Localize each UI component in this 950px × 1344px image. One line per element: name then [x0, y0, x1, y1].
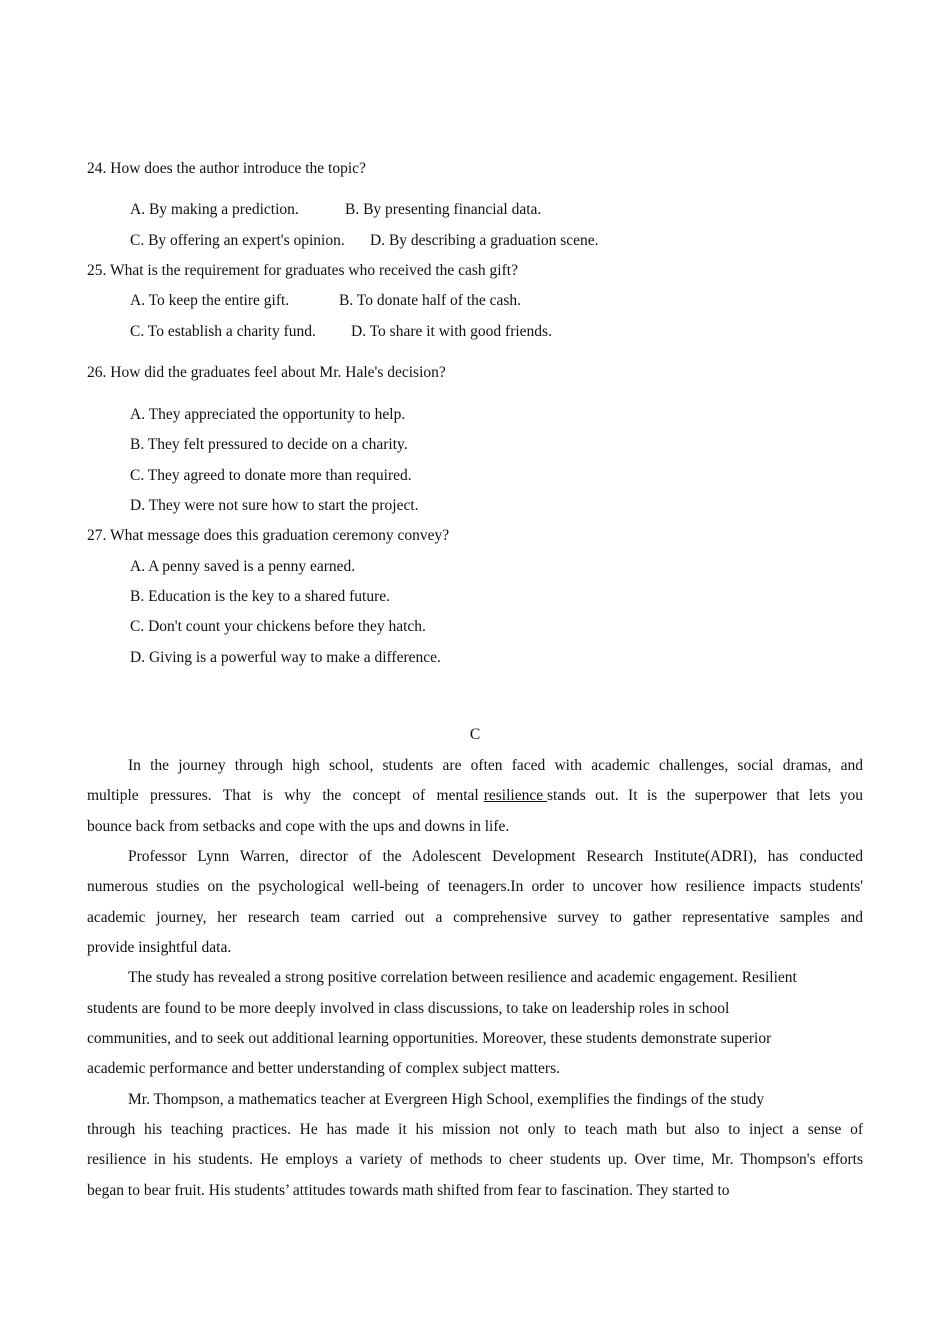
question-25-option-d: D. To share it with good friends. — [351, 323, 552, 340]
text-segment: multiple pressures. That is why the concept of mental — [87, 787, 479, 804]
question-27-option-d: D. Giving is a powerful way to make a difference. — [130, 649, 441, 666]
underlined-word-resilience: resilience — [483, 787, 547, 804]
passage-title: C — [469, 726, 481, 743]
passage-p3-line: students are found to be more deeply involved in class discussions, to take on leadership roles in school — [87, 1000, 730, 1017]
passage-p3-line: academic performance and better understanding of complex subject matters. — [87, 1060, 560, 1077]
passage-p1-line: In the journey through high school, students are often faced with academic challenges, social dramas, and — [128, 757, 863, 774]
passage-p2-line: Professor Lynn Warren, director of the Adolescent Development Research Institute(ADRI), has conducted — [128, 848, 863, 865]
question-27-stem: 27. What message does this graduation ceremony convey? — [87, 527, 450, 544]
passage-p4-line: began to bear fruit. His students’ attitudes towards math shifted from fear to fascination. They started to — [87, 1182, 730, 1199]
passage-p3-line: communities, and to seek out additional learning opportunities. Moreover, these students demonstrate superior — [87, 1030, 772, 1047]
question-27-option-b: B. Education is the key to a shared future. — [130, 588, 390, 605]
passage-p3-line: The study has revealed a strong positive correlation between resilience and academic engagement. Resilient — [128, 969, 797, 986]
question-26-option-a: A. They appreciated the opportunity to help. — [130, 406, 406, 423]
question-26-option-d: D. They were not sure how to start the project. — [130, 497, 419, 514]
question-24-stem: 24. How does the author introduce the topic? — [87, 160, 366, 177]
passage-p2-line: academic journey, her research team carried out a comprehensive survey to gather representative samples and — [87, 909, 863, 926]
question-26-option-c: C. They agreed to donate more than required. — [130, 467, 412, 484]
question-26-option-b: B. They felt pressured to decide on a charity. — [130, 436, 408, 453]
passage-p2-line: provide insightful data. — [87, 939, 232, 956]
text-segment: stands out. It is the superpower that lets you — [547, 787, 863, 804]
question-24-option-b: B. By presenting financial data. — [345, 201, 542, 218]
question-25-option-a: A. To keep the entire gift. — [130, 292, 290, 309]
question-24-option-d: D. By describing a graduation scene. — [370, 232, 599, 249]
question-25-option-c: C. To establish a charity fund. — [130, 323, 316, 340]
question-26-stem: 26. How did the graduates feel about Mr. Hale's decision? — [87, 364, 446, 381]
passage-p2-line: numerous studies on the psychological well-being of teenagers.In order to uncover how resilience impacts students' — [87, 878, 863, 895]
question-25-stem: 25. What is the requirement for graduates who received the cash gift? — [87, 262, 518, 279]
question-24-option-c: C. By offering an expert's opinion. — [130, 232, 345, 249]
passage-p4-line: through his teaching practices. He has made it his mission not only to teach math but also to inject a sense of — [87, 1121, 863, 1138]
question-24-option-a: A. By making a prediction. — [130, 201, 299, 218]
passage-p4-line: resilience in his students. He employs a variety of methods to cheer students up. Over time, Mr. Thompson's efforts — [87, 1151, 863, 1168]
passage-p1-line: bounce back from setbacks and cope with the ups and downs in life. — [87, 818, 510, 835]
passage-p1-line — [87, 786, 863, 806]
passage-p4-line: Mr. Thompson, a mathematics teacher at Evergreen High School, exemplifies the findings of the study — [128, 1091, 765, 1108]
question-27-option-c: C. Don't count your chickens before they hatch. — [130, 618, 426, 635]
question-27-option-a: A. A penny saved is a penny earned. — [130, 558, 356, 575]
question-25-option-b: B. To donate half of the cash. — [339, 292, 521, 309]
